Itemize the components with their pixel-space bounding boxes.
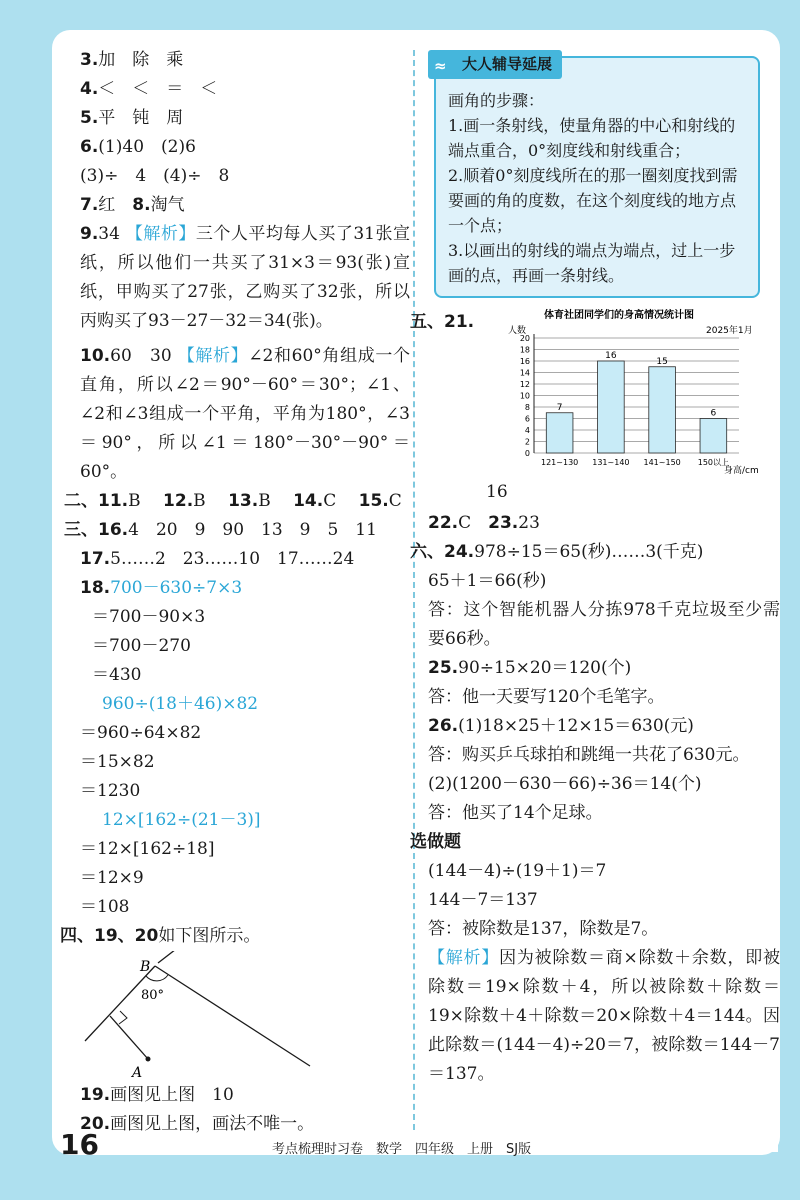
calc-step: ＝700－90×3 <box>92 607 206 627</box>
tutor-box-title: ≈ 大人辅导延展 <box>428 50 562 79</box>
chart-bar <box>598 361 625 453</box>
answer-19-20-heading: 四、19、20如下图所示。 <box>60 926 261 946</box>
section-2-answers: 二、11.B 12.B 13.B 14.C 15.C <box>64 491 402 511</box>
tutor-step: 1.画一条射线，使量角器的中心和射线的端点重合，0°刻度线和射线重合； <box>448 116 736 160</box>
calc-step: 65＋1＝66(秒) <box>428 571 547 591</box>
chart-data-label: 16 <box>605 351 617 361</box>
right-angle-mark <box>119 1011 127 1024</box>
optional-title: 选做题 <box>410 832 461 852</box>
calc-step: ＝12×9 <box>80 868 144 888</box>
answer-10: 10.60 30 【解析】∠2和60°角组成一个直角，所以∠2＝90°－60°＝30°；∠1、∠2和∠3组成一个平角，平角为180°，∠3＝90°，所以∠1＝180°－30°－90°＝60°。 <box>80 346 411 482</box>
chart-category-label: 141~150 <box>643 458 681 467</box>
chart-y-tick-label: 10 <box>519 391 531 401</box>
chart-y-tick-label: 0 <box>525 449 531 458</box>
answer-22-23: 22.C 23.23 <box>428 513 540 533</box>
answer-6-line2: (3)÷ 4 (4)÷ 8 <box>80 166 230 186</box>
chart-category-label: 121~130 <box>541 458 579 467</box>
answer-statement: 答：被除数是137，除数是7。 <box>428 919 659 939</box>
calc-step: ＝15×82 <box>80 752 155 772</box>
answer-statement: 答：他买了14个足球。 <box>428 803 603 823</box>
calc-step: ＝430 <box>92 665 142 685</box>
calc-step: 144－7＝137 <box>428 890 538 910</box>
chart-y-tick-label: 4 <box>525 426 531 435</box>
answer-6: 6.(1)40 (2)6 <box>80 137 196 157</box>
chart-category-label: 131~140 <box>592 458 630 467</box>
chart-data-label: 15 <box>656 356 668 367</box>
page-footer <box>60 1128 760 1161</box>
answer-statement: 答：他一天要写120个毛笔字。 <box>428 687 665 707</box>
chart-ylabel: 人数 <box>508 326 527 336</box>
chart-y-tick-label: 14 <box>519 368 531 378</box>
chart-y-tick-label: 6 <box>525 414 531 424</box>
answer-5: 5.平 钝 周 <box>80 108 184 128</box>
answer-26: 26.(1)18×25＋12×15＝630(元) <box>428 716 694 736</box>
chart-y-tick-label: 16 <box>519 357 531 366</box>
waves-icon: ≈ <box>434 57 447 75</box>
optional-analysis: 【解析】因为被除数＝商×除数＋余数，即被除数＝19×除数＋4，所以被除数＋除数＝19×除数＋4＋除数＝20×除数＋4＝144。因此除数＝(144－4)÷20＝7，被除数＝144－7＝137。 <box>428 948 780 1084</box>
page-number: 16 <box>60 1128 99 1161</box>
tutor-extension-box <box>434 56 760 298</box>
right-column <box>410 55 780 1089</box>
answer-21-value: 16 <box>486 482 508 502</box>
answer-21: 五、 21. 体育社团同学们的身高情况统计图 人数 2025年1月 身高/cm 0 2 4 6 8 10 12 14 16 18 20 7 121~130 16 131~140 15 141~150 6 150以上 <box>410 308 780 478</box>
column-divider <box>413 50 415 1130</box>
answer-7-8: 7.红 8.淘气 <box>80 195 185 215</box>
answer-25: 25.90÷15×20＝120(个) <box>428 658 632 678</box>
page-frame-bottom <box>0 1152 800 1200</box>
calc-step: (2)(1200－630－66)÷36＝14(个) <box>428 774 702 794</box>
chart-bar <box>700 419 727 454</box>
calc-step: ＝12×[162÷18] <box>80 839 215 859</box>
point-a <box>146 1057 151 1062</box>
ray-short <box>158 951 180 963</box>
chart-category-label: 150以上 <box>697 458 730 467</box>
calc-expression: 960÷(18＋46)×82 <box>102 694 259 714</box>
page-frame-right <box>778 0 800 1200</box>
ray-long <box>155 966 310 1066</box>
answer-9: 9.34 【解析】三个人平均每人买了31张宣纸，所以他们一共买了31×3＝93(张)宣纸，甲购买了27张，乙购买了32张，所以丙购买了93－27－32＝34(张)。 <box>80 224 411 331</box>
calc-expression: 12×[162÷(21－3)] <box>102 810 261 830</box>
tutor-step: 3.以画出的射线的端点为端点，过上一步画的点，再画一条射线。 <box>448 241 736 285</box>
chart-y-tick-label: 8 <box>525 403 531 412</box>
chart-data-label: 7 <box>556 402 563 413</box>
chart-y-tick-label: 12 <box>519 380 531 389</box>
tutor-step: 2.顺着0°刻度线所在的那一圈刻度找到需要画的角的度数，在这个刻度线的地方点一个点； <box>448 166 738 235</box>
answer-18: 18.700－630÷7×3 <box>80 578 243 598</box>
calc-step: (144－4)÷(19＋1)＝7 <box>428 861 607 881</box>
chart-bar <box>649 367 676 453</box>
answer-19: 19.画图见上图 10 <box>80 1085 234 1105</box>
tutor-box-heading: 画角的步骤： <box>448 91 545 110</box>
chart-title: 体育社团同学们的身高情况统计图 <box>544 310 695 321</box>
answer-statement: 答：这个智能机器人分拣978千克垃圾至少需要66秒。 <box>428 600 780 649</box>
perpendicular-line <box>110 1016 148 1059</box>
calc-step: ＝700－270 <box>92 636 191 656</box>
answer-20: 20.画图见上图，画法不唯一。 <box>80 1114 315 1134</box>
answer-4: 4.＜ ＜ ＝ ＜ <box>80 79 218 99</box>
chart-data-label: 6 <box>710 408 717 419</box>
answer-3: 3.加 除 乘 <box>80 50 184 70</box>
chart-xlabel: 身高/cm <box>724 466 759 476</box>
height-bar-chart <box>474 308 764 478</box>
answer-17: 17.5……2 23……10 17……24 <box>80 549 355 569</box>
chart-date: 2025年1月 <box>706 326 753 336</box>
chart-bar <box>546 413 573 453</box>
calc-step: ＝960÷64×82 <box>80 723 202 743</box>
calc-step: ＝108 <box>80 897 130 917</box>
angle-figure <box>80 951 400 1081</box>
footer-text: 考点梳理时习卷 数学 四年级 上册 SJ版 <box>272 1142 532 1157</box>
calc-step: ＝1230 <box>80 781 141 801</box>
chart-y-tick-label: 2 <box>525 437 531 447</box>
ray-ba <box>85 966 155 1041</box>
label-b: B <box>140 959 151 975</box>
angle-arc <box>146 975 168 981</box>
angle-label: 80° <box>141 988 165 1003</box>
answer-16: 三、16.4 20 9 90 13 9 5 11 <box>64 520 377 540</box>
chart-y-tick-label: 20 <box>519 334 531 343</box>
answer-24: 六、24.978÷15＝65(秒)……3(千克) <box>410 542 704 562</box>
chart-y-tick-label: 18 <box>519 345 531 355</box>
label-a: A <box>132 1065 143 1081</box>
left-column <box>60 46 411 1139</box>
answer-statement: 答：购买乒乓球拍和跳绳一共花了630元。 <box>428 745 750 765</box>
